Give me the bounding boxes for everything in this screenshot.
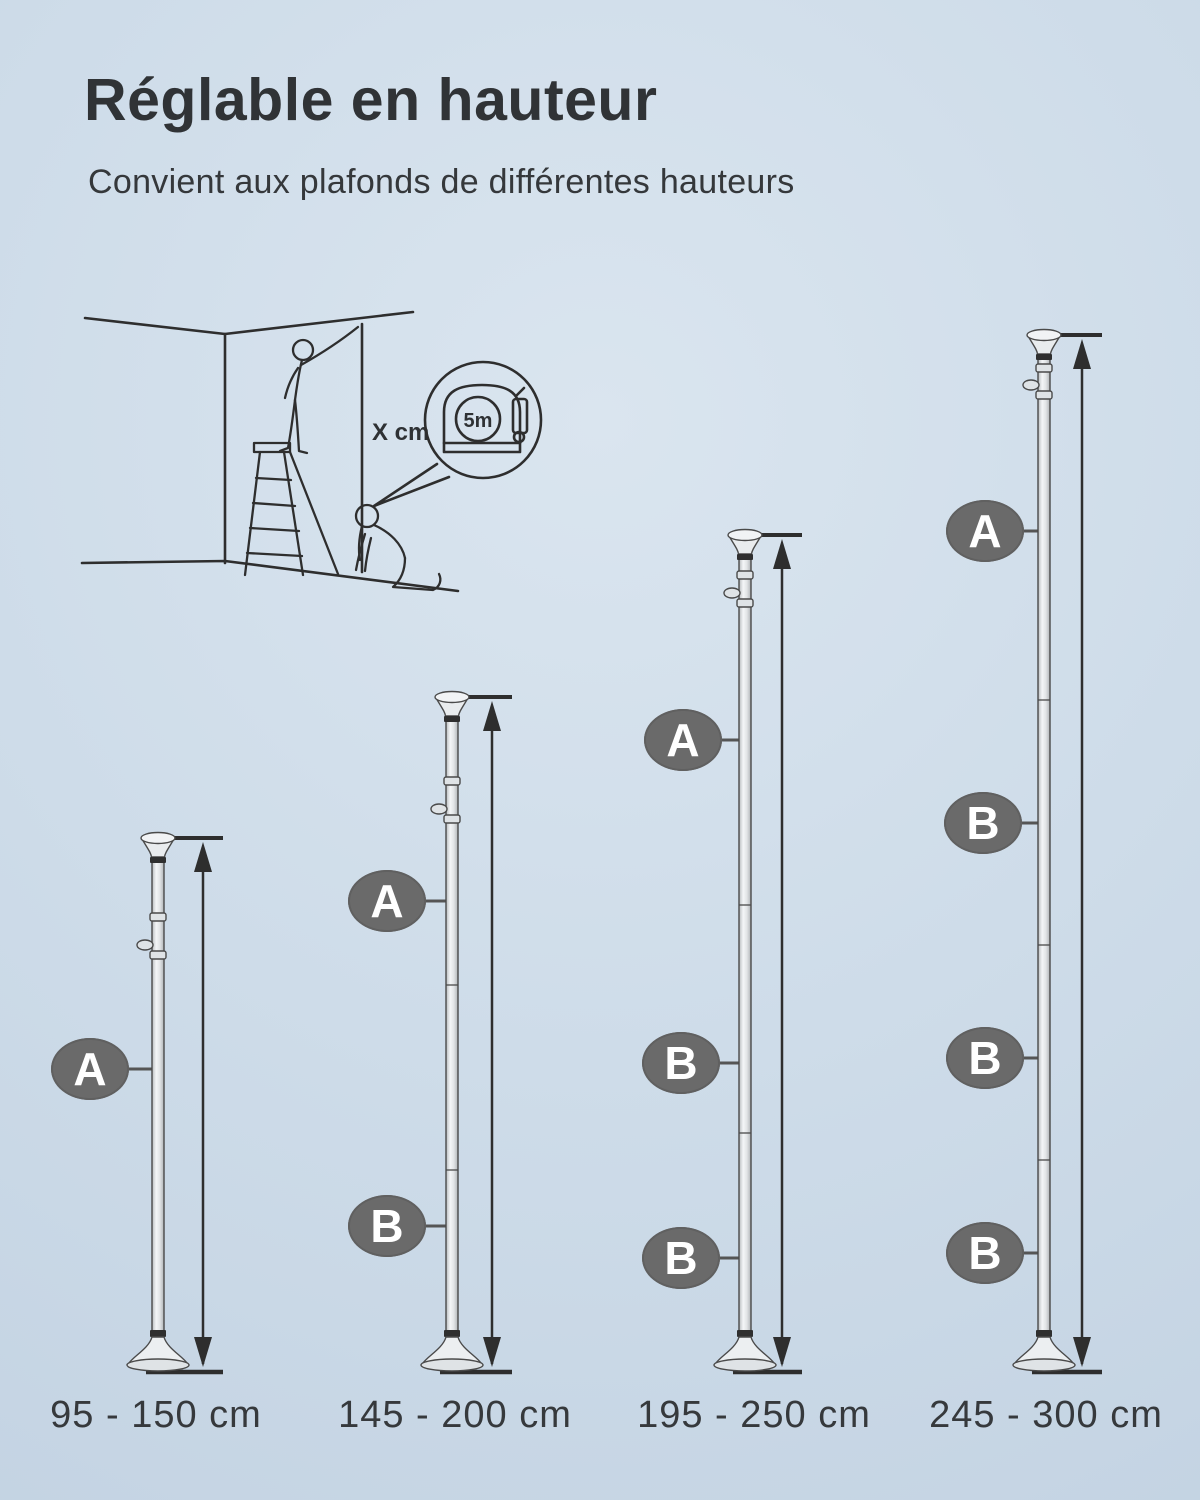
pole2-range-label: 145 - 200 cm <box>338 1394 572 1436</box>
pole3-badge-b2: B <box>642 1227 720 1289</box>
pole1-badge-a: A <box>51 1038 129 1100</box>
pole4-range-label: 245 - 300 cm <box>929 1394 1163 1436</box>
page-title: Réglable en hauteur <box>84 67 658 133</box>
pole-diagram <box>983 330 1102 1373</box>
pole3-range-label: 195 - 250 cm <box>637 1394 871 1436</box>
pole2-badge-a: A <box>348 870 426 932</box>
tape-capacity-label: 5m <box>463 410 493 432</box>
person-kneeling <box>356 505 440 590</box>
pole4-badge-b2: B <box>946 1027 1024 1089</box>
step-ladder <box>245 443 338 575</box>
measure-label: X cm <box>372 419 430 446</box>
person-measuring <box>280 327 358 453</box>
pole-diagrams <box>90 330 1102 1373</box>
pole3-badge-a: A <box>644 709 722 771</box>
measuring-room-illustration <box>82 312 541 591</box>
page-subtitle: Convient aux plafonds de différentes hauteurs <box>88 163 795 201</box>
pole2-badge-b: B <box>348 1195 426 1257</box>
pole-diagram <box>90 833 223 1373</box>
pole1-range-label: 95 - 150 cm <box>50 1394 262 1436</box>
pole4-badge-b1: B <box>944 792 1022 854</box>
pole4-badge-a: A <box>946 500 1024 562</box>
pole4-badge-b3: B <box>946 1222 1024 1284</box>
pole-diagram <box>387 692 512 1373</box>
pole3-badge-b1: B <box>642 1032 720 1094</box>
